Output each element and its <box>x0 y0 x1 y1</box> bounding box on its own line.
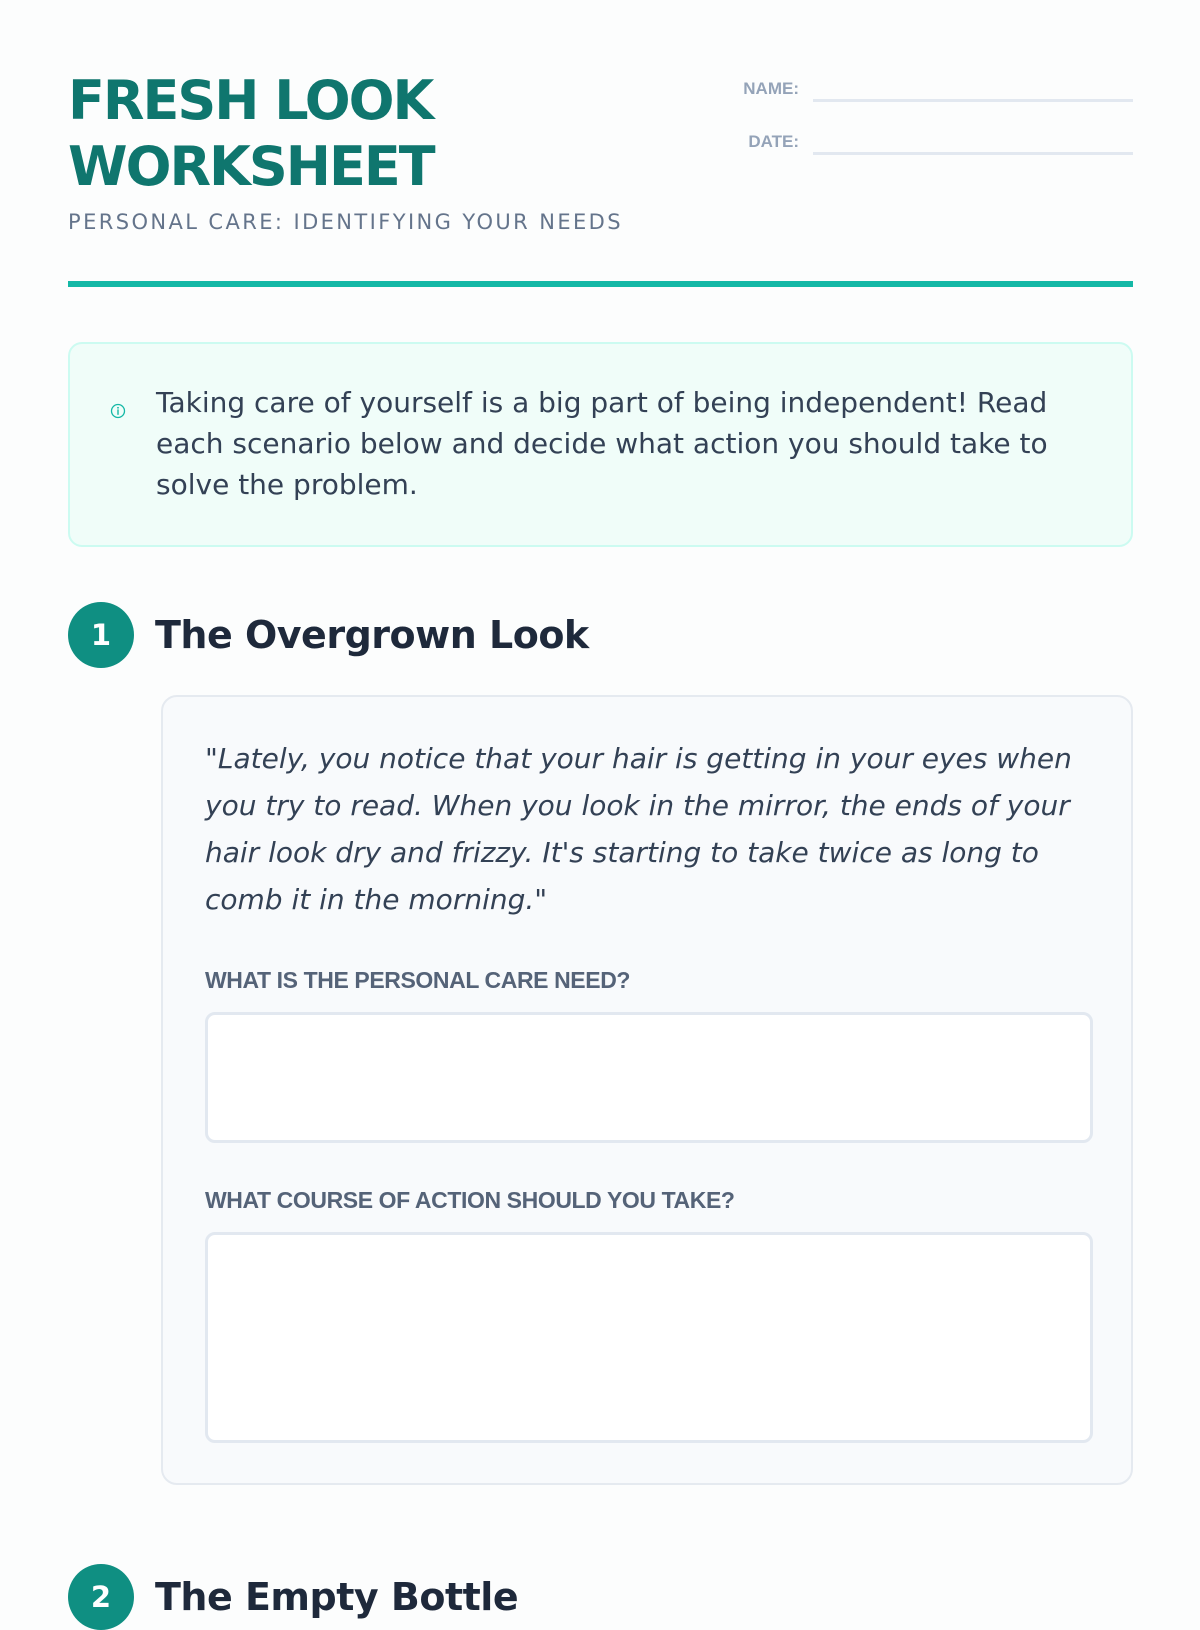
date-row <box>709 125 1133 155</box>
instructions-callout <box>68 342 1133 547</box>
page-title <box>68 68 434 200</box>
question-label-need: WHAT IS THE PERSONAL CARE NEED? <box>205 967 631 993</box>
section-title: The Overgrown Look <box>155 613 589 657</box>
question-label-action: WHAT COURSE OF ACTION SHOULD YOU TAKE? <box>205 1187 735 1213</box>
date-field[interactable] <box>813 125 1133 155</box>
title-line-2: WORKSHEET <box>68 135 434 198</box>
name-row <box>709 72 1133 102</box>
section-title: The Empty Bottle <box>155 1575 519 1619</box>
answer-box-need[interactable] <box>205 1012 1093 1143</box>
section-number-badge: 2 <box>68 1564 134 1630</box>
section-2-heading <box>68 1564 518 1630</box>
title-line-1: FRESH LOOK <box>68 69 433 132</box>
answer-box-action[interactable] <box>205 1232 1093 1443</box>
section-1-heading <box>68 602 589 668</box>
name-label: NAME: <box>743 79 799 98</box>
name-field[interactable] <box>813 72 1133 102</box>
instructions-text: Taking care of yourself is a big part of being independent! Read each scenario below and decide what action you should take to solve the problem. <box>156 386 1048 501</box>
page-subtitle: PERSONAL CARE: IDENTIFYING YOUR NEEDS <box>68 210 623 234</box>
worksheet-header <box>68 0 1133 290</box>
section-number-badge: 1 <box>68 602 134 668</box>
info-circle-icon <box>110 403 126 419</box>
scenario-card <box>161 695 1133 1485</box>
header-divider <box>68 281 1133 287</box>
date-label: DATE: <box>748 132 799 151</box>
scenario-text: "Lately, you notice that your hair is getting in your eyes when you try to read. When you look in the mirror, the ends of your hair look dry and frizzy. It's starting to take twice as long to comb it in the morning." <box>205 742 1072 916</box>
